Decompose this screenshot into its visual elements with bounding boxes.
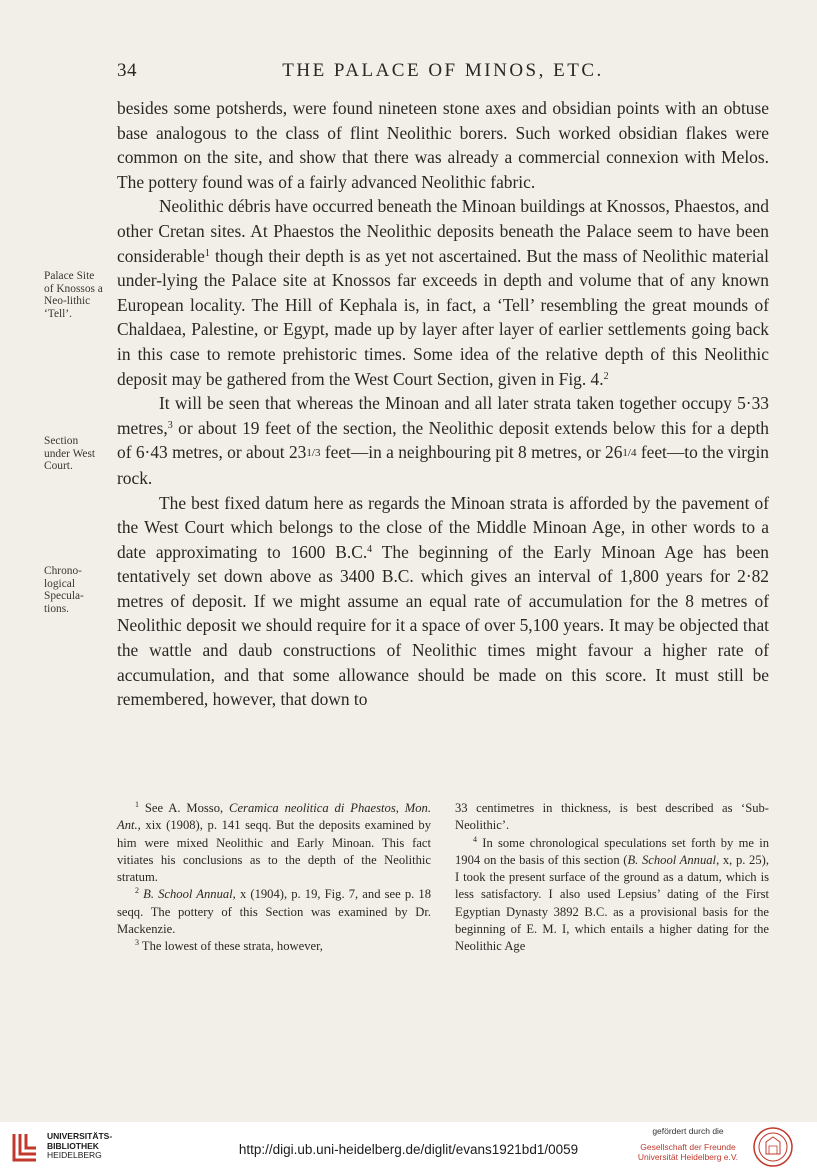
- page-header: [117, 60, 769, 90]
- paragraph-1: besides some potsherds, were found nineteen stone axes and obsidian points with an obtuse base analogous to the class of flint Neolithic borers. Such worked obsidian flakes were common on the site, and show that there was already a commercial connexion with Melos. The pottery found was of a fairly advanced Neolithic fabric.: [117, 98, 769, 192]
- running-title: THE PALACE OF MINOS, ETC.: [282, 60, 604, 81]
- paragraph-3: It will be seen that whereas the Minoan and all later strata taken together occupy 5·33 metres,$^3$ or about 19 feet of the section, the Neolithic deposit extends below this for a depth of 6·43 metres, or about 231/3 feet—in a neighbouring pit 8 metres, or 261/4 feet—to the virgin rock.: [117, 393, 769, 488]
- footnote-ref-1: 1: [204, 247, 210, 259]
- margin-note-section-west-court: Section under West Court.: [44, 435, 96, 473]
- footnote-3-continued: 33 centimetres in thickness, is best described as ‘Sub-Neolithic’.: [455, 801, 769, 833]
- source-url-link[interactable]: http://digi.ub.uni-heidelberg.de/diglit/evans1921bd1/0059: [238, 1142, 579, 1157]
- digitization-footer: [0, 1122, 817, 1172]
- main-text: [117, 96, 769, 712]
- footnote-1: $^1$ See A. Mosso, Ceramica neolitica di Phaestos, Mon. Ant., xix (1908), p. 141 seqq. But the deposits examined by him were mixed Neolithic and Early Minoan. This fact vitiates his conclusions as to the depth of the Neolithic stratum.: [117, 800, 431, 885]
- margin-note-palace-site: Palace Site of Knossos a Neo-lithic ‘Tell’.: [44, 270, 103, 320]
- footnote-3: $^3$ The lowest of these strata, however,: [135, 938, 323, 954]
- fraction-one-third: 1/3: [306, 447, 321, 460]
- library-name: UNIVERSITÄTS- BIBLIOTHEK HEIDELBERG: [47, 1131, 113, 1160]
- footnote-ref-4: 4: [367, 543, 373, 555]
- footnote-ref-2: 2: [603, 370, 609, 382]
- paragraph-2: Neolithic débris have occurred beneath the Minoan buildings at Knossos, Phaestos, and other Cretan sites. At Phaestos the Neolithic deposits beneath the Palace seem to have been considerable$^1$ though their depth is as yet not ascertained. But the mass of Neolithic material under-lying the Palace site at Knossos far exceeds in depth and volume that of any known European locality. The Hill of Kephala is, in fact, a ‘Tell’ resembling the great mounds of Chaldaea, Palestine, or Egypt, made up by layer after layer of earlier settlements going back in this case to remote prehistoric times. Some idea of the relative depth of this Neolithic deposit may be gathered from the West Court Section, given in Fig. 4.$^2$: [117, 196, 769, 389]
- footnotes-right-column: [455, 800, 769, 956]
- page-number: 34: [117, 60, 137, 81]
- sponsor-name: Gesellschaft der Freunde Universität Heidelberg e.V.: [637, 1142, 739, 1162]
- margin-note-chronological: Chrono-logical Specula-tions.: [44, 565, 84, 615]
- footnotes-left-column: [117, 800, 431, 956]
- university-seal-icon: [752, 1126, 794, 1168]
- paragraph-4: The best fixed datum here as regards the Minoan strata is afforded by the pavement of the West Court which belongs to the close of the Middle Minoan Age, in other words to a date approximating to 1600 B.C.$^4$ The beginning of the Early Minoan Age has been tentatively set down above as 3400 B.C. which gives an interval of 1,800 years for 2·82 metres of deposit. If we might assume an equal rate of accumulation for the 8 metres of Neolithic deposit we should require for it a space of over 5,100 years. It may be objected that the wattle and daub constructions of Neolithic times might favour a higher rate of accumulation, and that some allowance should be made on this score. It must still be remembered, however, that down to: [117, 492, 770, 710]
- sponsor-label: gefördert durch die: [652, 1126, 724, 1136]
- footnote-ref-3: 3: [167, 419, 173, 431]
- footnote-4: $^4$ In some chronological speculations set forth by me in 1904 on the basis of this section (B. School Annual, x, p. 25), I took the present surface of the ground as a datum, which is less satisfactory. I also used Lepsius’ dating of the First Egyptian Dynasty 3892 B.C. as a provisional basis for the beginning of E. M. I, which entails a higher dating for the Neolithic Age: [455, 834, 769, 954]
- fraction-one-quarter: 1/4: [622, 447, 637, 460]
- footnote-2: $^2$ B. School Annual, x (1904), p. 19, Fig. 7, and see p. 18 seqq. The pottery of this Section was examined by Dr. Mackenzie.: [117, 886, 431, 937]
